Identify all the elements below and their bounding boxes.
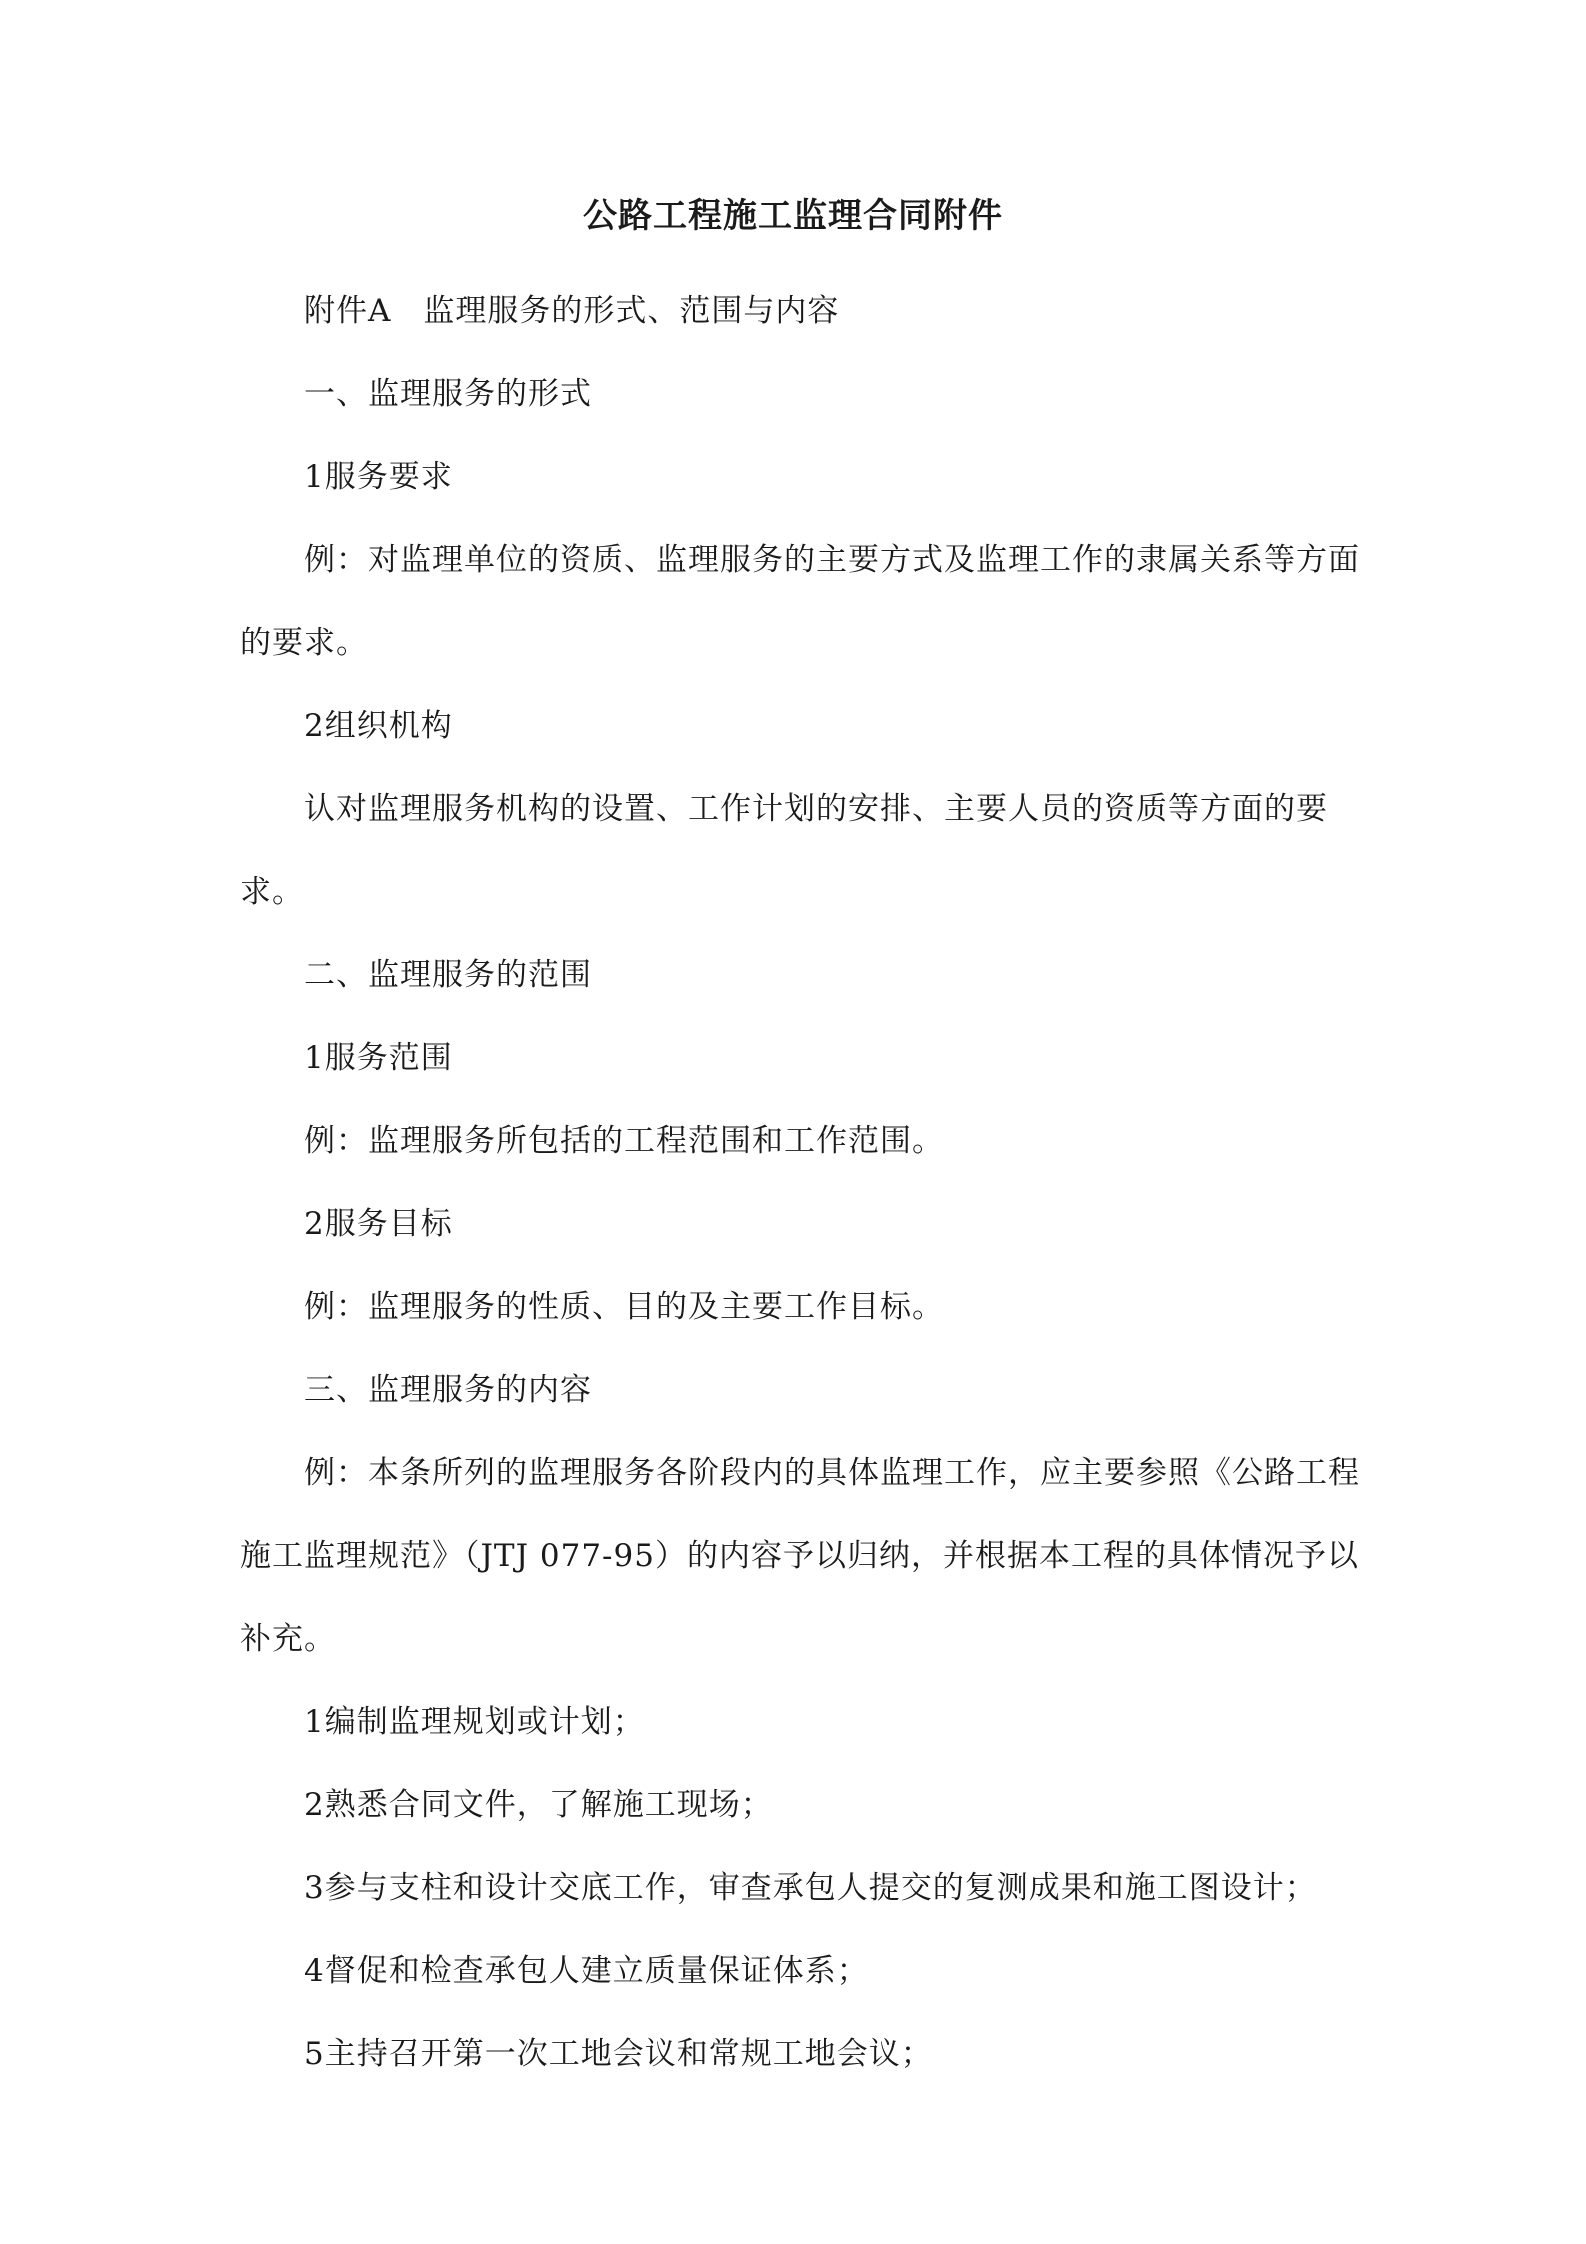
section-heading: 三、监理服务的内容 (304, 1372, 592, 1408)
list-item: 2熟悉合同文件，了解施工现场； (304, 1787, 773, 1823)
document-body (240, 270, 1370, 2096)
document-title: 公路工程施工监理合同附件 (583, 196, 1003, 236)
list-item: 4督促和检查承包人建立质量保证体系； (304, 1953, 869, 1989)
subsection-heading: 1服务范围 (304, 1040, 453, 1076)
section-heading: 一、监理服务的形式 (304, 376, 592, 412)
body-paragraph: 例：本条所列的监理服务各阶段内的具体监理工作，应主要参照《公路工程施工监理规范》（JTJ 077-95）的内容予以归纳，并根据本工程的具体情况予以补充。 (240, 1455, 1360, 1657)
body-paragraph: 例：监理服务所包括的工程范围和工作范围。 (304, 1123, 944, 1159)
body-paragraph: 例：监理服务的性质、目的及主要工作目标。 (304, 1289, 944, 1325)
subsection-heading: 2组织机构 (304, 708, 453, 744)
appendix-heading: 附件A 监理服务的形式、范围与内容 (304, 293, 840, 329)
section-heading: 二、监理服务的范围 (304, 957, 592, 993)
body-paragraph: 认对监理服务机构的设置、工作计划的安排、主要人员的资质等方面的要求。 (240, 791, 1328, 910)
body-paragraph: 例：对监理单位的资质、监理服务的主要方式及监理工作的隶属关系等方面的要求。 (240, 542, 1360, 661)
subsection-heading: 2服务目标 (304, 1206, 453, 1242)
list-item: 5主持召开第一次工地会议和常规工地会议； (304, 2036, 933, 2072)
list-item: 1编制监理规划或计划； (304, 1704, 645, 1740)
subsection-heading: 1服务要求 (304, 459, 453, 495)
list-item: 3参与支柱和设计交底工作，审查承包人提交的复测成果和施工图设计； (304, 1870, 1317, 1906)
